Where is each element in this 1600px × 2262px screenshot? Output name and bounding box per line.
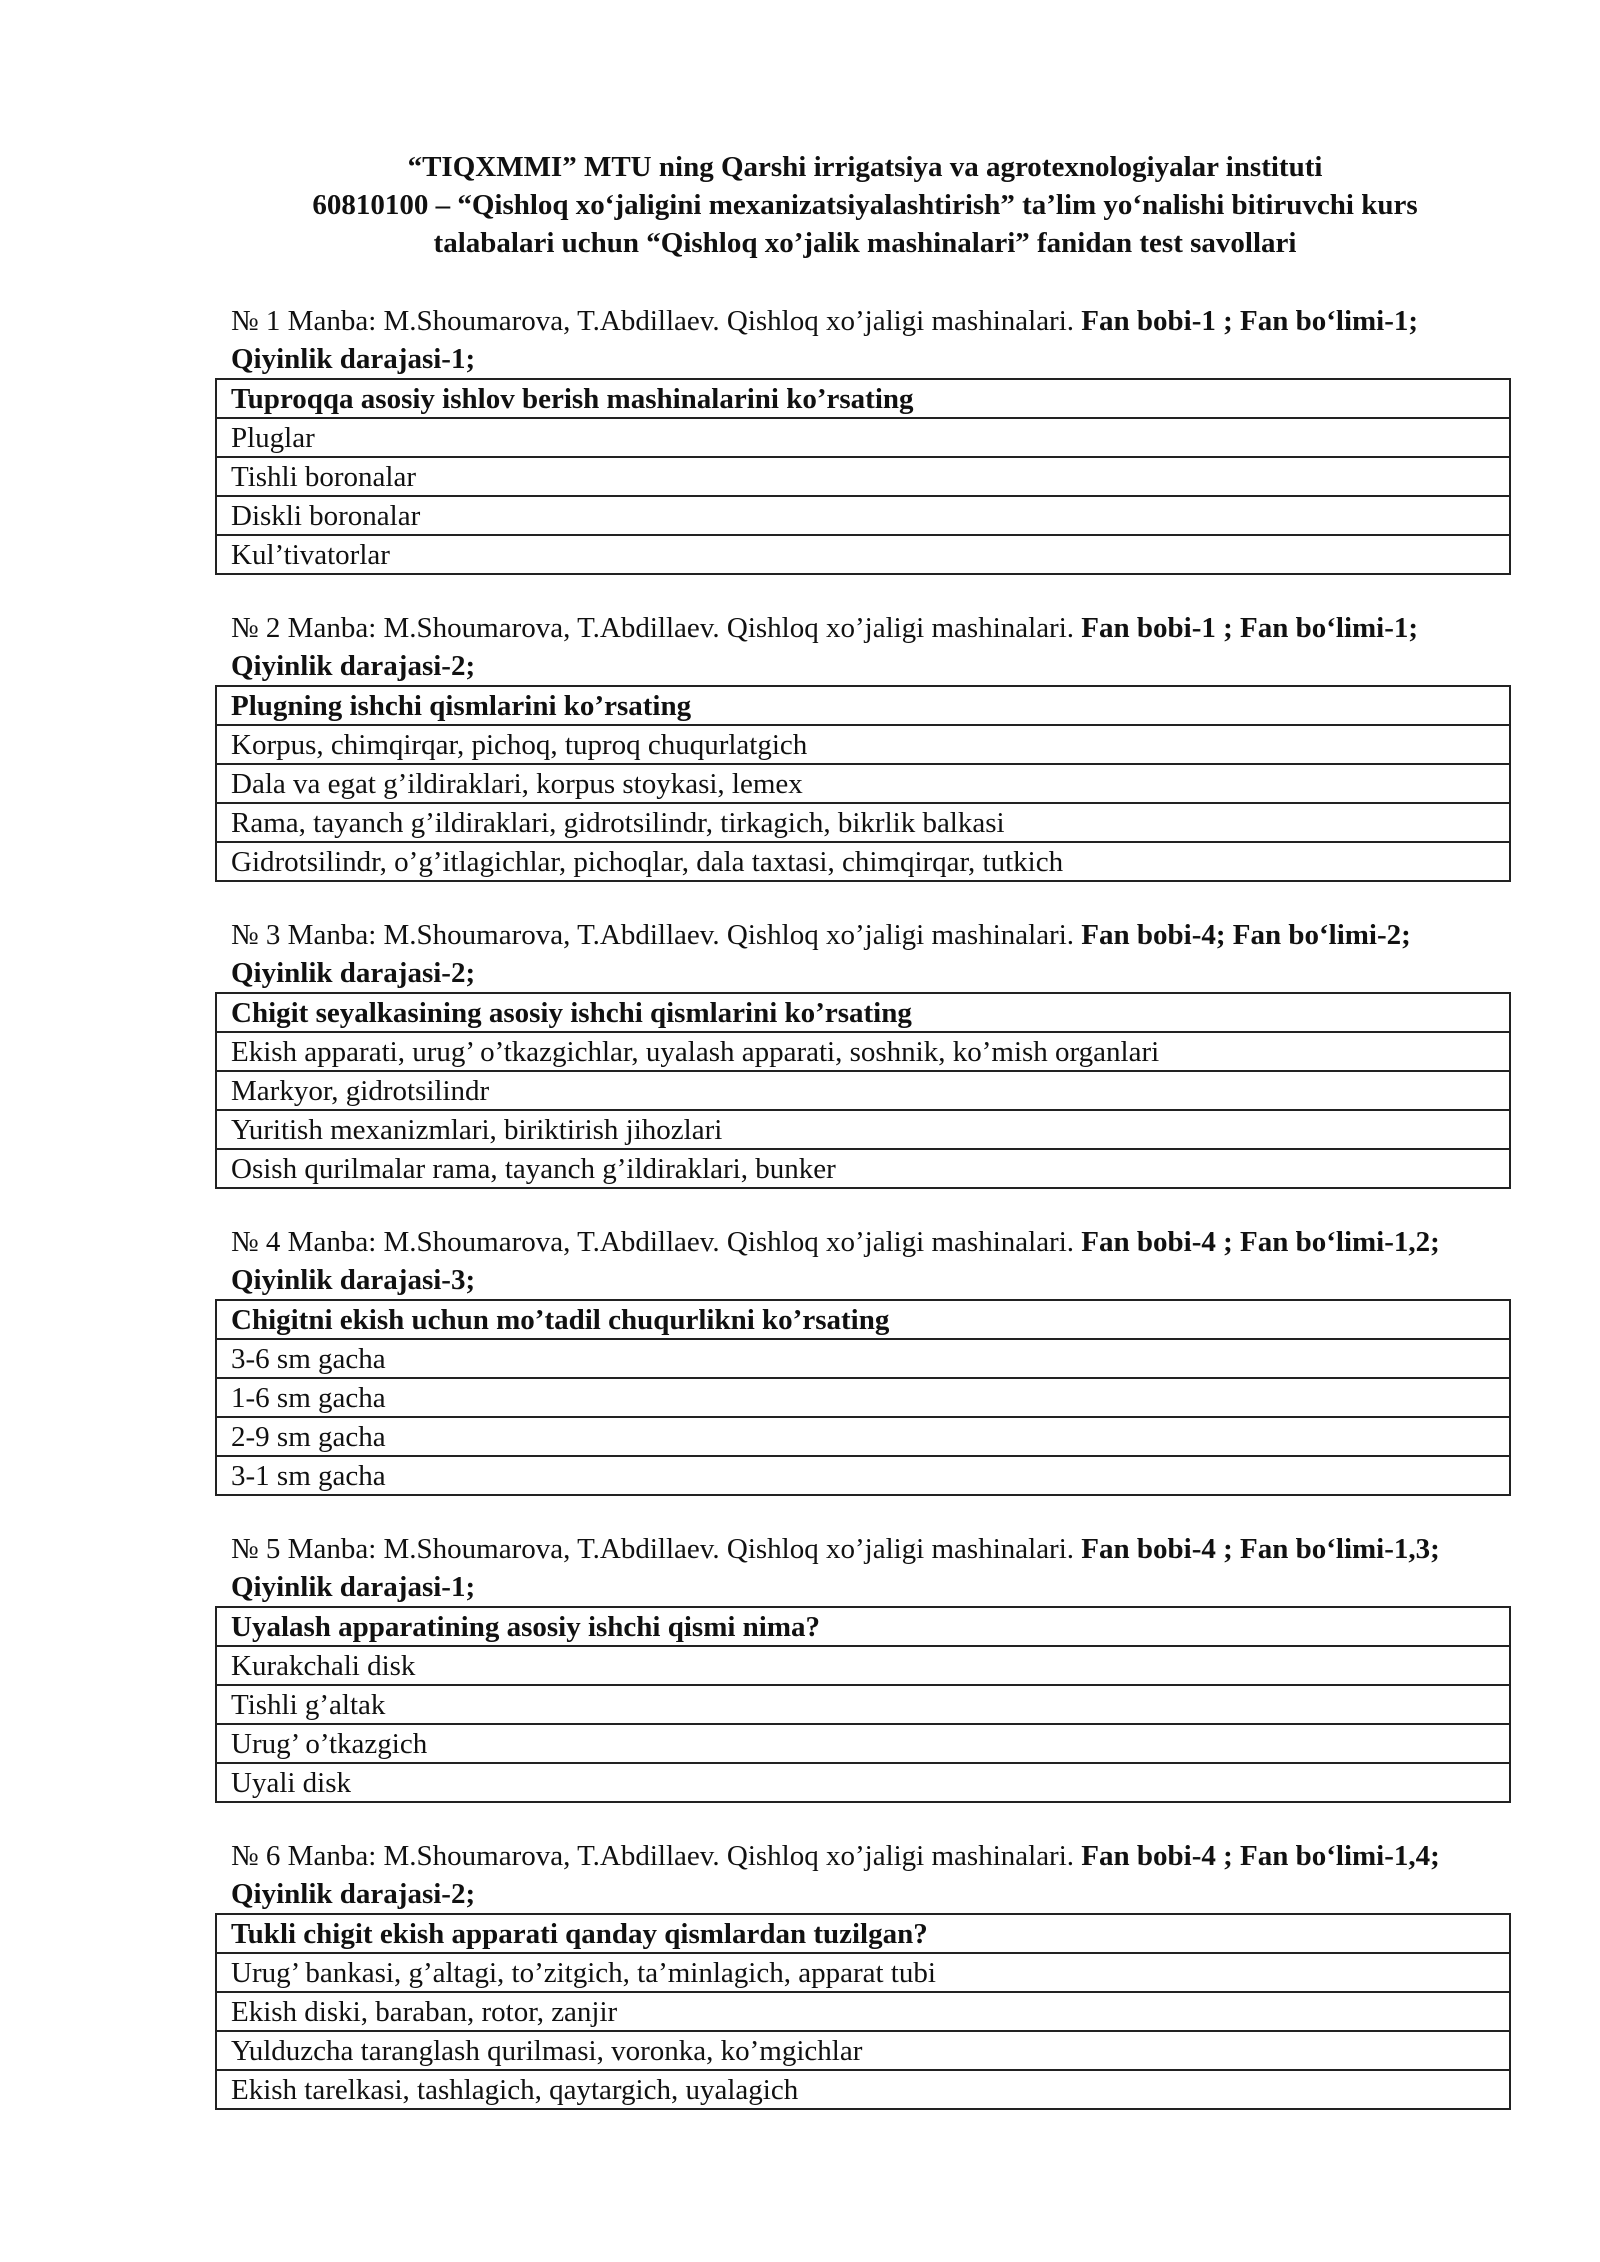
source-text: № 5 Manba: M.Shoumarova, T.Abdillaev. Qishloq xo’jaligi mashinalari. xyxy=(231,1533,1082,1565)
answer-option: Pluglar xyxy=(216,418,1510,457)
question-table xyxy=(215,378,1511,575)
header-line-1: “TIQXMMI” MTU ning Qarshi irrigatsiya va agrotexnologiyalar instituti xyxy=(407,151,1323,183)
answer-option: Tishli g’altak xyxy=(216,1685,1510,1724)
answer-option: 3-1 sm gacha xyxy=(216,1456,1510,1495)
question-source xyxy=(231,1223,1511,1299)
source-text: № 2 Manba: M.Shoumarova, T.Abdillaev. Qishloq xo’jaligi mashinalari. xyxy=(231,612,1082,644)
source-metadata: Fan bobi-1 ; Fan bo‘limi-1; Qiyinlik darajasi-1; xyxy=(231,305,1419,375)
question-text: Tukli chigit ekish apparati qanday qismlardan tuzilgan? xyxy=(216,1914,1510,1953)
question-source xyxy=(231,302,1511,378)
answer-option: Urug’ o’tkazgich xyxy=(216,1724,1510,1763)
question-table xyxy=(215,1299,1511,1496)
source-metadata: Fan bobi-1 ; Fan bo‘limi-1; Qiyinlik darajasi-2; xyxy=(231,612,1419,682)
question-source xyxy=(231,1837,1511,1913)
question-table xyxy=(215,685,1511,882)
answer-option: Uyali disk xyxy=(216,1763,1510,1802)
question-source xyxy=(231,609,1511,685)
document-header xyxy=(215,148,1515,262)
header-line-2: 60810100 – “Qishloq xo‘jaligini mexanizatsiyalashtirish” ta’lim yo‘nalishi bitiruvchi kurs xyxy=(312,189,1418,221)
question-block-3 xyxy=(215,916,1515,1189)
header-line-3: talabalari uchun “Qishloq xo’jalik mashinalari” fanidan test savollari xyxy=(433,227,1297,259)
question-table xyxy=(215,992,1511,1189)
question-text: Chigitni ekish uchun mo’tadil chuqurlikni ko’rsating xyxy=(216,1300,1510,1339)
answer-option: Diskli boronalar xyxy=(216,496,1510,535)
question-table xyxy=(215,1606,1511,1803)
question-block-2 xyxy=(215,609,1515,882)
source-text: № 3 Manba: M.Shoumarova, T.Abdillaev. Qishloq xo’jaligi mashinalari. xyxy=(231,919,1082,951)
question-source xyxy=(231,1530,1511,1606)
source-text: № 4 Manba: M.Shoumarova, T.Abdillaev. Qishloq xo’jaligi mashinalari. xyxy=(231,1226,1082,1258)
answer-option: Ekish tarelkasi, tashlagich, qaytargich, uyalagich xyxy=(216,2070,1510,2109)
answer-option: Rama, tayanch g’ildiraklari, gidrotsilindr, tirkagich, bikrlik balkasi xyxy=(216,803,1510,842)
question-text: Chigit seyalkasining asosiy ishchi qismlarini ko’rsating xyxy=(216,993,1510,1032)
answer-option: 2-9 sm gacha xyxy=(216,1417,1510,1456)
question-block-4 xyxy=(215,1223,1515,1496)
question-block-5 xyxy=(215,1530,1515,1803)
question-text: Tuproqqa asosiy ishlov berish mashinalarini ko’rsating xyxy=(216,379,1510,418)
question-block-6 xyxy=(215,1837,1515,2110)
answer-option: Tishli boronalar xyxy=(216,457,1510,496)
question-table xyxy=(215,1913,1511,2110)
answer-option: Korpus, chimqirqar, pichoq, tuproq chuqurlatgich xyxy=(216,725,1510,764)
question-text: Uyalash apparatining asosiy ishchi qismi nima? xyxy=(216,1607,1510,1646)
answer-option: 3-6 sm gacha xyxy=(216,1339,1510,1378)
question-source xyxy=(231,916,1511,992)
source-metadata: Fan bobi-4 ; Fan bo‘limi-1,2; Qiyinlik darajasi-3; xyxy=(231,1226,1440,1296)
answer-option: Kurakchali disk xyxy=(216,1646,1510,1685)
question-text: Plugning ishchi qismlarini ko’rsating xyxy=(216,686,1510,725)
source-metadata: Fan bobi-4 ; Fan bo‘limi-1,3; Qiyinlik darajasi-1; xyxy=(231,1533,1440,1603)
answer-option: Markyor, gidrotsilindr xyxy=(216,1071,1510,1110)
answer-option: Urug’ bankasi, g’altagi, to’zitgich, ta’minlagich, apparat tubi xyxy=(216,1953,1510,1992)
answer-option: Ekish diski, baraban, rotor, zanjir xyxy=(216,1992,1510,2031)
answer-option: Ekish apparati, urug’ o’tkazgichlar, uyalash apparati, soshnik, ko’mish organlari xyxy=(216,1032,1510,1071)
answer-option: Yulduzcha taranglash qurilmasi, voronka, ko’mgichlar xyxy=(216,2031,1510,2070)
answer-option: Gidrotsilindr, o’g’itlagichlar, pichoqlar, dala taxtasi, chimqirqar, tutkich xyxy=(216,842,1510,881)
question-block-1 xyxy=(215,302,1515,575)
source-metadata: Fan bobi-4 ; Fan bo‘limi-1,4; Qiyinlik darajasi-2; xyxy=(231,1840,1440,1910)
source-text: № 6 Manba: M.Shoumarova, T.Abdillaev. Qishloq xo’jaligi mashinalari. xyxy=(231,1840,1082,1872)
answer-option: Yuritish mexanizmlari, biriktirish jihozlari xyxy=(216,1110,1510,1149)
source-text: № 1 Manba: M.Shoumarova, T.Abdillaev. Qishloq xo’jaligi mashinalari. xyxy=(231,305,1082,337)
answer-option: 1-6 sm gacha xyxy=(216,1378,1510,1417)
source-metadata: Fan bobi-4; Fan bo‘limi-2; Qiyinlik darajasi-2; xyxy=(231,919,1411,989)
answer-option: Kul’tivatorlar xyxy=(216,535,1510,574)
answer-option: Osish qurilmalar rama, tayanch g’ildiraklari, bunker xyxy=(216,1149,1510,1188)
answer-option: Dala va egat g’ildiraklari, korpus stoykasi, lemex xyxy=(216,764,1510,803)
